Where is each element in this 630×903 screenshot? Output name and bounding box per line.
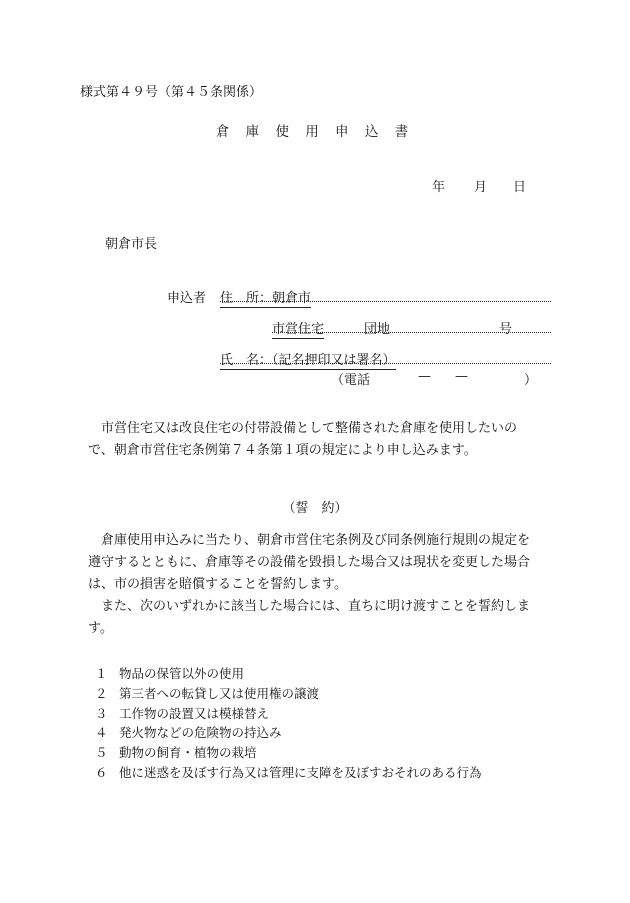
item-text: 動物の飼育・植物の栽培 (119, 745, 257, 761)
oath-p1-line-3: は、市の損害を賠償することを誓約します。 (88, 577, 347, 592)
intro-line-1: 市営住宅又は改良住宅の付帯設備として整備された倉庫を使用したいの (88, 421, 518, 436)
item-number: ３ (95, 705, 108, 721)
phone-dash-1: — (418, 369, 431, 384)
item-text: 工作物の設置又は模様替え (119, 705, 270, 721)
date-day-label: 日 (513, 180, 527, 195)
phone-close: ） (524, 373, 538, 388)
danchi-label: 団地 (364, 322, 391, 337)
form-number: 様式第４９号（第４５条関係） (80, 85, 263, 100)
list-item (95, 743, 482, 763)
housing-label-text: 市営住宅 (272, 322, 325, 337)
housing-label (272, 318, 324, 337)
item-text: 物品の保管以外の使用 (119, 666, 245, 681)
name-separator: ： (259, 353, 273, 368)
phone-open: （電話 (331, 373, 371, 388)
list-item (95, 763, 482, 783)
item-number: ２ (95, 685, 108, 701)
name-label: 氏 名 (220, 353, 260, 368)
item-text: 発火物などの危険物の持込み (119, 725, 282, 741)
address-label: 住 所 (220, 291, 260, 306)
item-text: 第三者への転貸し又は使用権の譲渡 (119, 685, 320, 701)
name-field-label (220, 349, 396, 368)
oath-paragraph-1 (88, 530, 554, 596)
item-text: 他に迷惑を及ぼす行為又は管理に支障を及ぼすおそれのある行為 (119, 764, 482, 780)
applicant-label: 申込者 (167, 291, 207, 306)
list-item (95, 704, 482, 724)
address-separator: ： (259, 291, 273, 306)
list-item (95, 664, 482, 684)
oath-paragraph-2 (88, 596, 554, 640)
go-label: 号 (499, 322, 513, 337)
phone-dash-2: — (455, 369, 468, 384)
oath-p1-line-2: 遵守するとともに、倉庫等その設備を毀損した場合又は現状を変更した場合 (88, 555, 531, 570)
oath-title: （誓 約） (282, 501, 348, 516)
intro-line-2: で、朝倉市営住宅条例第７４条第１項の規定により申し込みます。 (88, 443, 477, 458)
address-field-label (220, 287, 311, 306)
oath-p2-line-2: す。 (88, 621, 113, 636)
name-note: （記名押印又は署名） (272, 353, 396, 368)
oath-p2-line-1: また、次のいずれかに該当した場合には、直ちに明け渡すことを誓約しま (88, 599, 531, 614)
oath-p1-line-1: 倉庫使用申込みに当たり、朝倉市営住宅条例及び同条例施行規則の規定を (88, 533, 531, 548)
addressee: 朝倉市長 (105, 237, 158, 252)
document-title: 倉 庫 使 用 申 込 書 (215, 124, 415, 140)
address-prefix: 朝倉市 (272, 291, 312, 306)
list-item (95, 684, 482, 704)
date-month-label: 月 (474, 180, 488, 195)
prohibited-items-list (95, 664, 482, 783)
item-number: １ (95, 666, 108, 681)
item-number: ４ (95, 725, 108, 741)
list-item (95, 723, 482, 743)
item-number: ５ (95, 745, 108, 761)
date-year-label: 年 (432, 180, 446, 195)
item-number: ６ (95, 764, 108, 780)
intro-paragraph (88, 418, 554, 462)
